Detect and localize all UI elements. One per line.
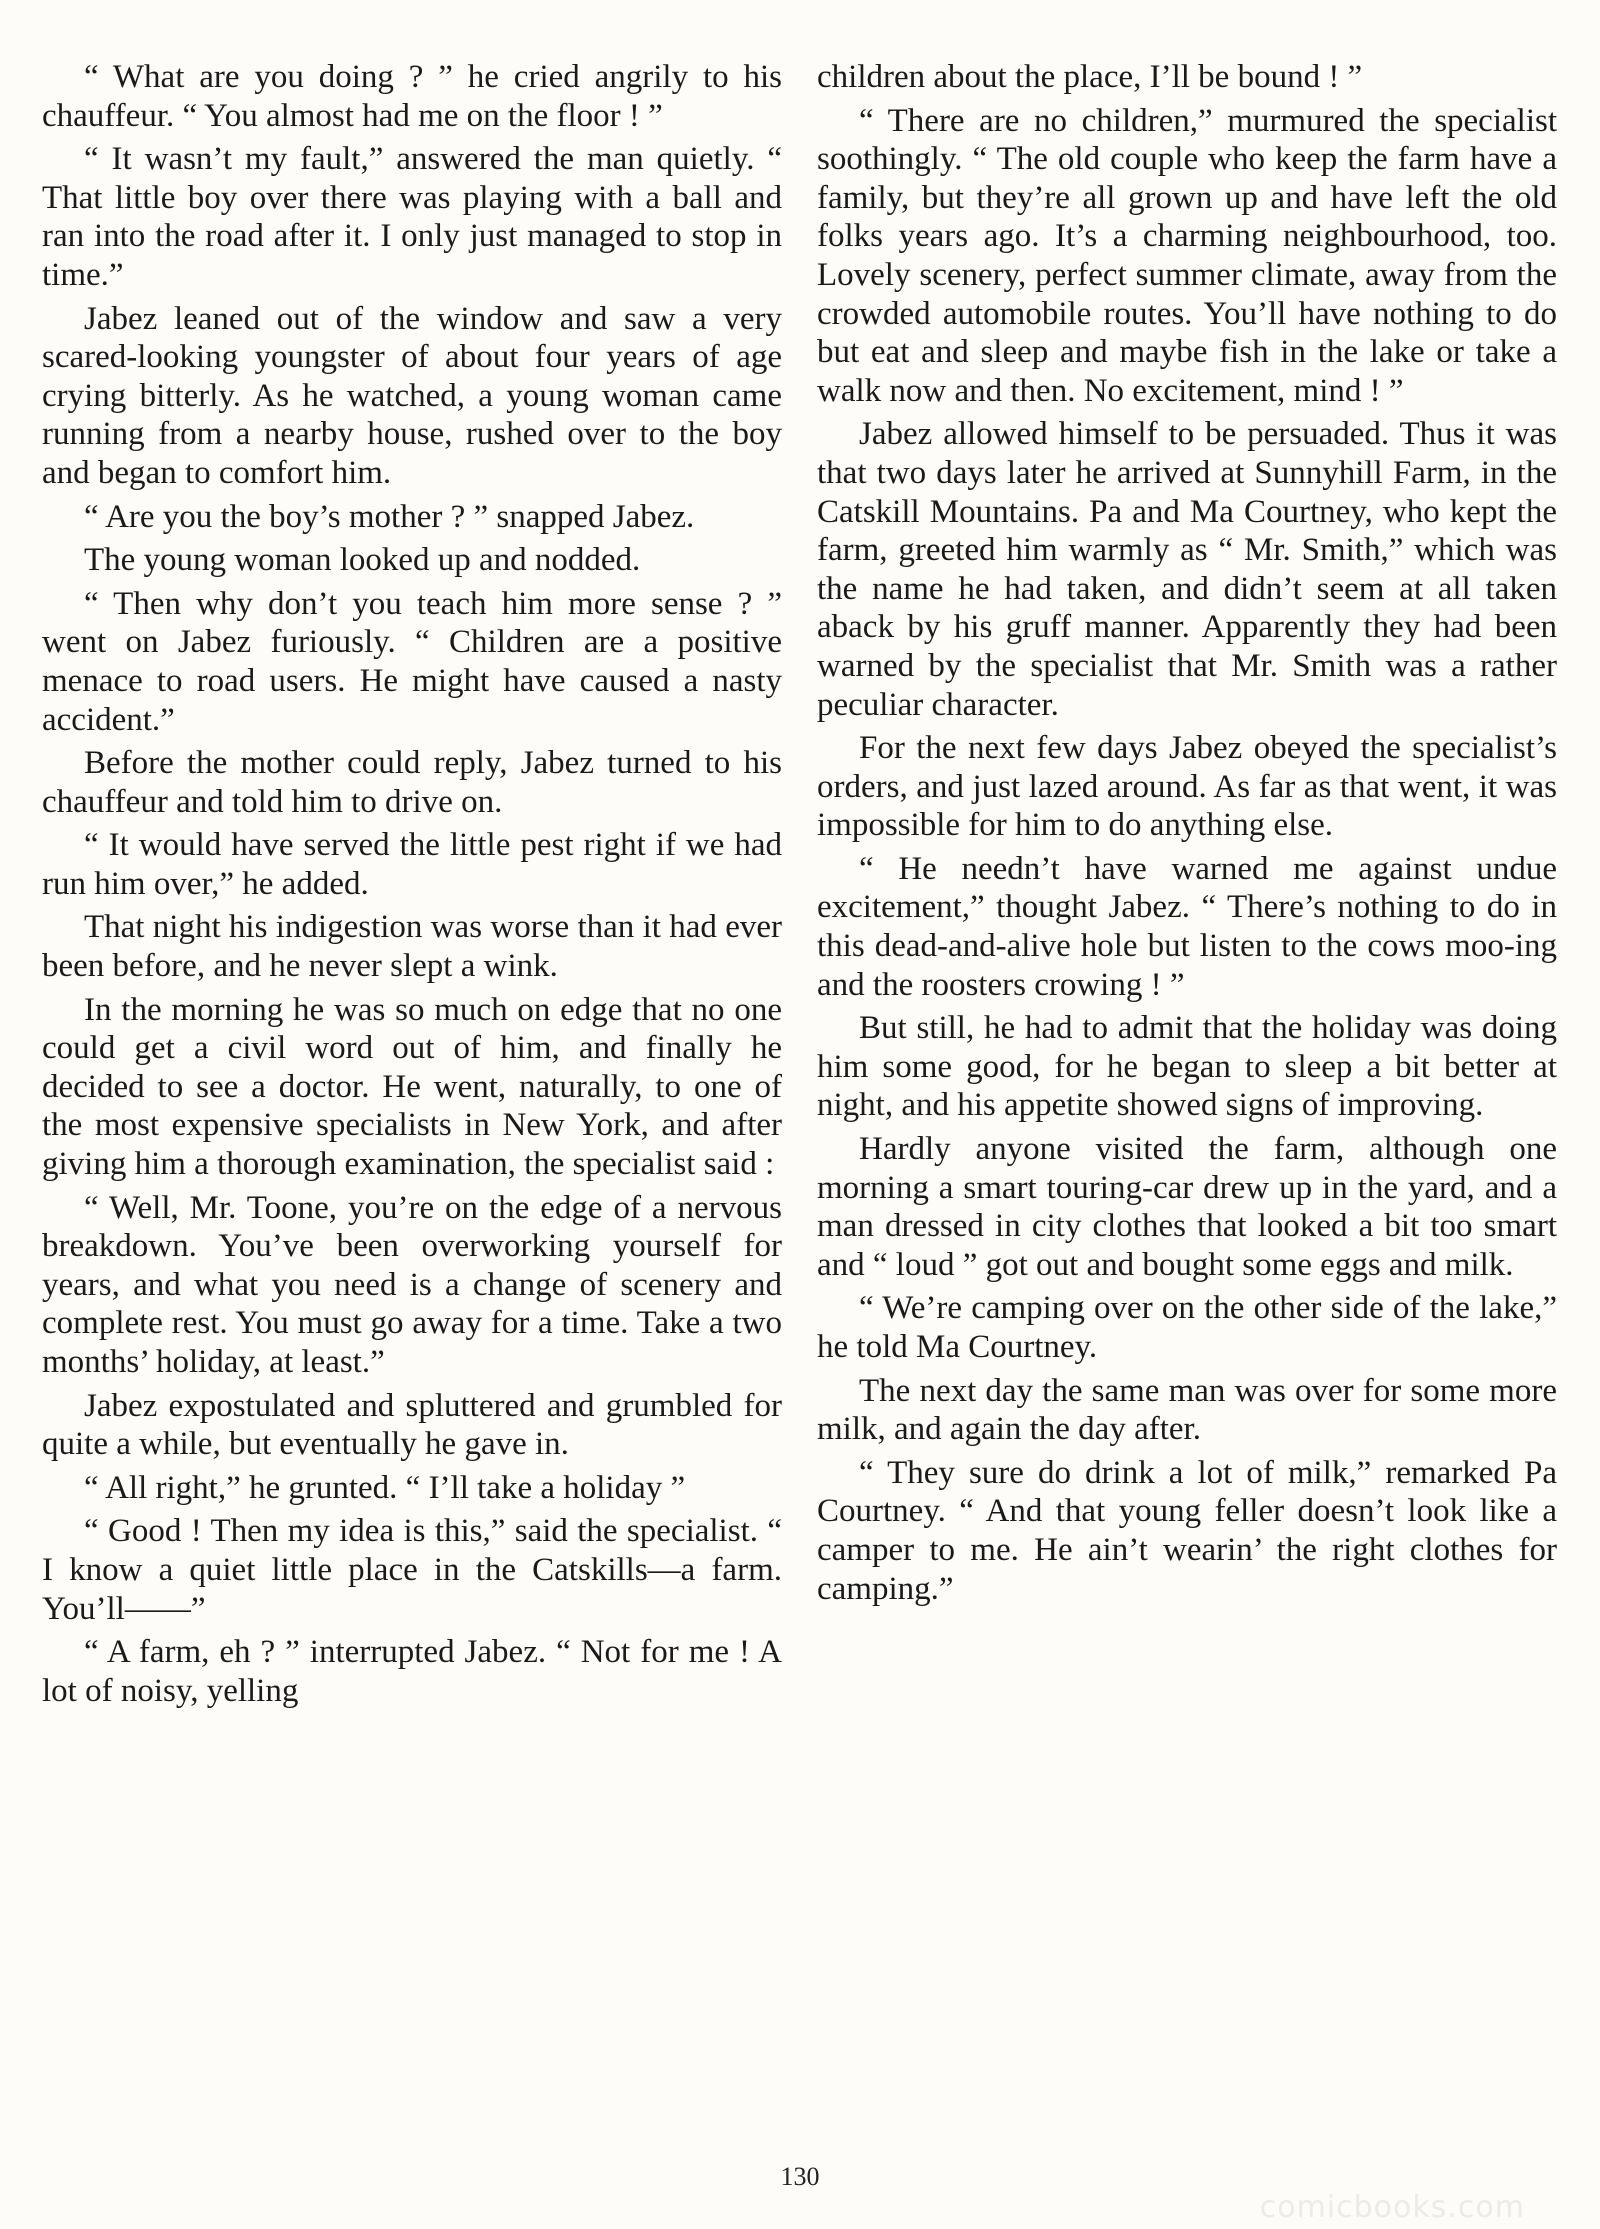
paragraph: For the next few days Jabez obeyed the specialist’s orders, and just lazed around. As far as that went, it was impossible for him to do anything else. bbox=[817, 730, 1557, 844]
paragraph: “ He needn’t have warned me against undue excitement,” thought Jabez. “ There’s nothing to do in this dead-and-alive hole but listen to the cows moo-ing and the roosters crowing ! ” bbox=[817, 850, 1557, 1003]
paragraph: “ It would have served the little pest right if we had run him over,” he added. bbox=[42, 827, 782, 902]
text-column-left bbox=[42, 58, 782, 1715]
paragraph: “ There are no children,” murmured the specialist soothingly. “ The old couple who keep the farm have a family, but they’re all grown up and have left the old folks years ago. It’s a charming neighbourhood, too. Lovely scenery, perfect summer climate, away from the crowded automobile routes. You’ll have nothing to do but eat and sleep and maybe fish in the lake or take a walk now and then. No excitement, mind ! ” bbox=[817, 102, 1557, 409]
paragraph: But still, he had to admit that the holiday was doing him some good, for he began to sleep a bit better at night, and his appetite showed signs of improving. bbox=[817, 1010, 1557, 1124]
paragraph: “ Good ! Then my idea is this,” said the specialist. “ I know a quiet little place in the Catskills—a farm. You’ll——” bbox=[42, 1513, 782, 1627]
text-column-right bbox=[817, 58, 1557, 1613]
paragraph: “ A farm, eh ? ” interrupted Jabez. “ Not for me ! A lot of noisy, yelling bbox=[42, 1634, 782, 1709]
paragraph: The next day the same man was over for some more milk, and again the day after. bbox=[817, 1372, 1557, 1448]
paragraph: “ All right,” he grunted. “ I’ll take a holiday ” bbox=[84, 1469, 686, 1506]
paragraph: Hardly anyone visited the farm, although one morning a smart touring-car drew up in the yard, and a man dressed in city clothes that looked a bit too smart and “ loud ” got out and bought some eggs and milk. bbox=[817, 1131, 1557, 1283]
paragraph: That night his indigestion was worse than it had ever been before, and he never slept a wink. bbox=[42, 909, 782, 985]
paragraph: “ It wasn’t my fault,” answered the man quietly. “ That little boy over there was playing with a ball and ran into the road after it. I only just managed to stop in time.” bbox=[42, 141, 782, 293]
paragraph: “ They sure do drink a lot of milk,” remarked Pa Courtney. “ And that young feller doesn’t look like a camper to me. He ain’t wearin’ the right clothes for camping.” bbox=[817, 1454, 1557, 1607]
paragraph: “ Then why don’t you teach him more sense ? ” went on Jabez furiously. “ Children are a positive menace to road users. He might have caused a nasty accident.” bbox=[42, 585, 782, 738]
paragraph: Before the mother could reply, Jabez turned to his chauffeur and told him to drive on. bbox=[42, 745, 782, 820]
paragraph-continued: children about the place, I’ll be bound ! ” bbox=[817, 59, 1363, 95]
paragraph: “ Well, Mr. Toone, you’re on the edge of a nervous breakdown. You’ve been overworking yourself for years, and what you need is a change of scenery and complete rest. You must go away for a time. Take a two months’ holiday, at least.” bbox=[42, 1189, 782, 1380]
paragraph: Jabez leaned out of the window and saw a very scared-looking youngster of about four years of age crying bitterly. As he watched, a young woman came running from a nearby house, rushed over to the boy and began to comfort him. bbox=[42, 300, 782, 491]
paragraph: Jabez expostulated and spluttered and grumbled for quite a while, but eventually he gave in. bbox=[42, 1387, 782, 1463]
paragraph: The young woman looked up and nodded. bbox=[84, 542, 641, 579]
paragraph: In the morning he was so much on edge that no one could get a civil word out of him, and finally he decided to see a doctor. He went, naturally, to one of the most expensive specialists in New York, and after giving him a thorough examination, the specialist said : bbox=[42, 991, 782, 1183]
paragraph: “ Are you the boy’s mother ? ” snapped Jabez. bbox=[84, 498, 695, 535]
paragraph: “ We’re camping over on the other side of the lake,” he told Ma Courtney. bbox=[817, 1290, 1557, 1365]
page-number: 130 bbox=[780, 2162, 820, 2191]
watermark: comicbooks.com bbox=[1259, 2190, 1525, 2225]
paragraph: Jabez allowed himself to be persuaded. Thus it was that two days later he arrived at Sunnyhill Farm, in the Catskill Mountains. Pa and Ma Courtney, who kept the farm, greeted him warmly as “ Mr. Smith,” which was the name he had taken, and didn’t seem at all taken aback by his gruff manner. Apparently they had been warned by the specialist that Mr. Smith was a rather peculiar character. bbox=[817, 416, 1557, 723]
paragraph: “ What are you doing ? ” he cried angrily to his chauffeur. “ You almost had me on the floor ! ” bbox=[42, 59, 782, 134]
